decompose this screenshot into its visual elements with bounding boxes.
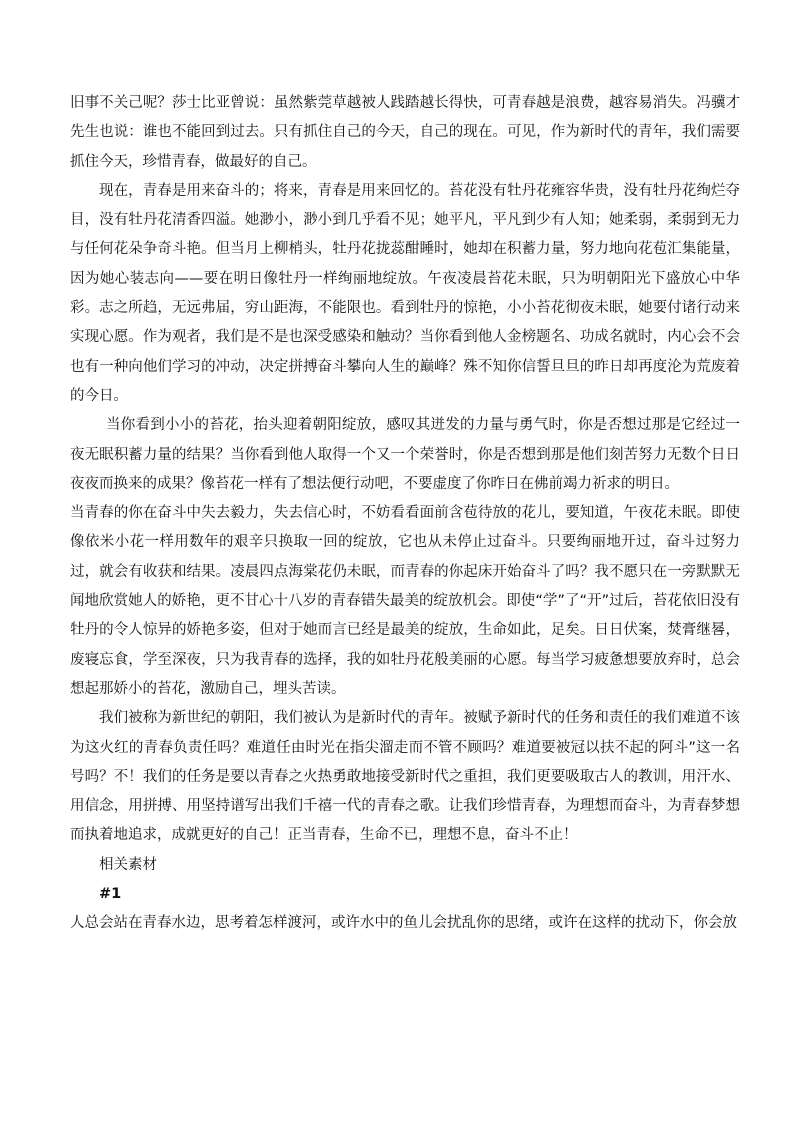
paragraph-material-1: 人总会站在青春水边，思考着怎样渡河，或许水中的鱼儿会扰乱你的思绪，或许在这样的扰动下，你会放 xyxy=(70,915,737,932)
paragraph-1: 旧事不关己呢？莎士比亚曾说：虽然紫莞草越被人践踏越长得快，可青春越是浪费，越容易消失。冯骥才先生也说：谁也不能回到过去。只有抓住自己的今天，自己的现在。可见，作为新时代的青年，我们需要抓住今天，珍惜青春，做最好的自己。 xyxy=(70,95,740,170)
document-page xyxy=(70,89,740,939)
paragraph-4: 当青春的你在奋斗中失去毅力，失去信心时，不妨看看面前含苞待放的花儿，要知道，午夜花未眠。即使像依米小花一样用数年的艰辛只换取一回的绽放，它也从未停止过奋斗。只要绚丽地开过，奋斗过努力过，就会有收获和结果。凌晨四点海棠花仍未眠，而青春的你起床开始奋斗了吗？我不愿只在一旁默默无闻地欣赏她人的娇艳，更不甘心十八岁的青春错失最美的绽放机会。即使“学”了“开”过后，苔花依旧没有牡丹的令人惊异的娇艳多姿，但对于她而言已经是最美的绽放，生命如此，足矣。日日伏案，焚膏继晷，废寝忘食，学至深夜，只为我青春的选择，我的如牡丹花般美丽的心愿。每当学习疲惫想要放弃时，总会想起那娇小的苔花，激励自己，埋头苦读。 xyxy=(70,505,740,697)
paragraph-2: 现在，青春是用来奋斗的；将来，青春是用来回忆的。苔花没有牡丹花雍容华贵，没有牡丹花绚烂夺目，没有牡丹花清香四溢。她渺小，渺小到几乎看不见；她平凡，平凡到少有人知；她柔弱，柔弱到无力与任何花朵争奇斗艳。但当月上柳梢头，牡丹花拢蕊酣睡时，她却在积蓄力量，努力地向花苞汇集能量，因为她心装志向——要在明日像牡丹一样绚丽地绽放。午夜凌晨苔花未眠，只为明朝阳光下盛放心中华彩。志之所趋，无远弗届，穷山距海，不能限也。看到牡丹的惊艳，小小苔花彻夜未眠，她要付诸行动来实现心愿。作为观者，我们是不是也深受感染和触动？当你看到他人金榜题名、功成名就时，内心会不会也有一种向他们学习的冲动，决定拼搏奋斗攀向人生的巅峰？殊不知你信誓旦旦的昨日却再度沦为荒废着的今日。 xyxy=(70,182,740,404)
paragraph-3: 当你看到小小的苔花，抬头迎着朝阳绽放，感叹其迸发的力量与勇气时，你是否想过那是它经过一夜无眠积蓄力量的结果？当你看到他人取得一个又一个荣誉时，你是否想到那是他们刻苦努力无数个日日夜夜而换来的成果？像苔花一样有了想法便行动吧，不要虚度了你昨日在佛前竭力祈求的明日。 xyxy=(70,417,740,492)
paragraph-5: 我们被称为新世纪的朝阳，我们被认为是新时代的青年。被赋予新时代的任务和责任的我们难道不该为这火红的青春负责任吗？难道任由时光在指尖溜走而不管不顾吗？难道要被冠以扶不起的阿斗”这一名号吗？不！我们的任务是要以青春之火热勇敢地接受新时代之重担，我们更要吸取古人的教训，用汗水、用信念，用拼搏、用坚持谱写出我们千禧一代的青春之歌。让我们珍惜青春，为理想而奋斗，为青春梦想而执着地追求，成就更好的自己！正当青春，生命不已，理想不息，奋斗不止！ xyxy=(70,710,740,844)
section-heading-related-material: 相关素材 xyxy=(99,856,157,873)
material-number-label: #1 xyxy=(99,886,122,903)
